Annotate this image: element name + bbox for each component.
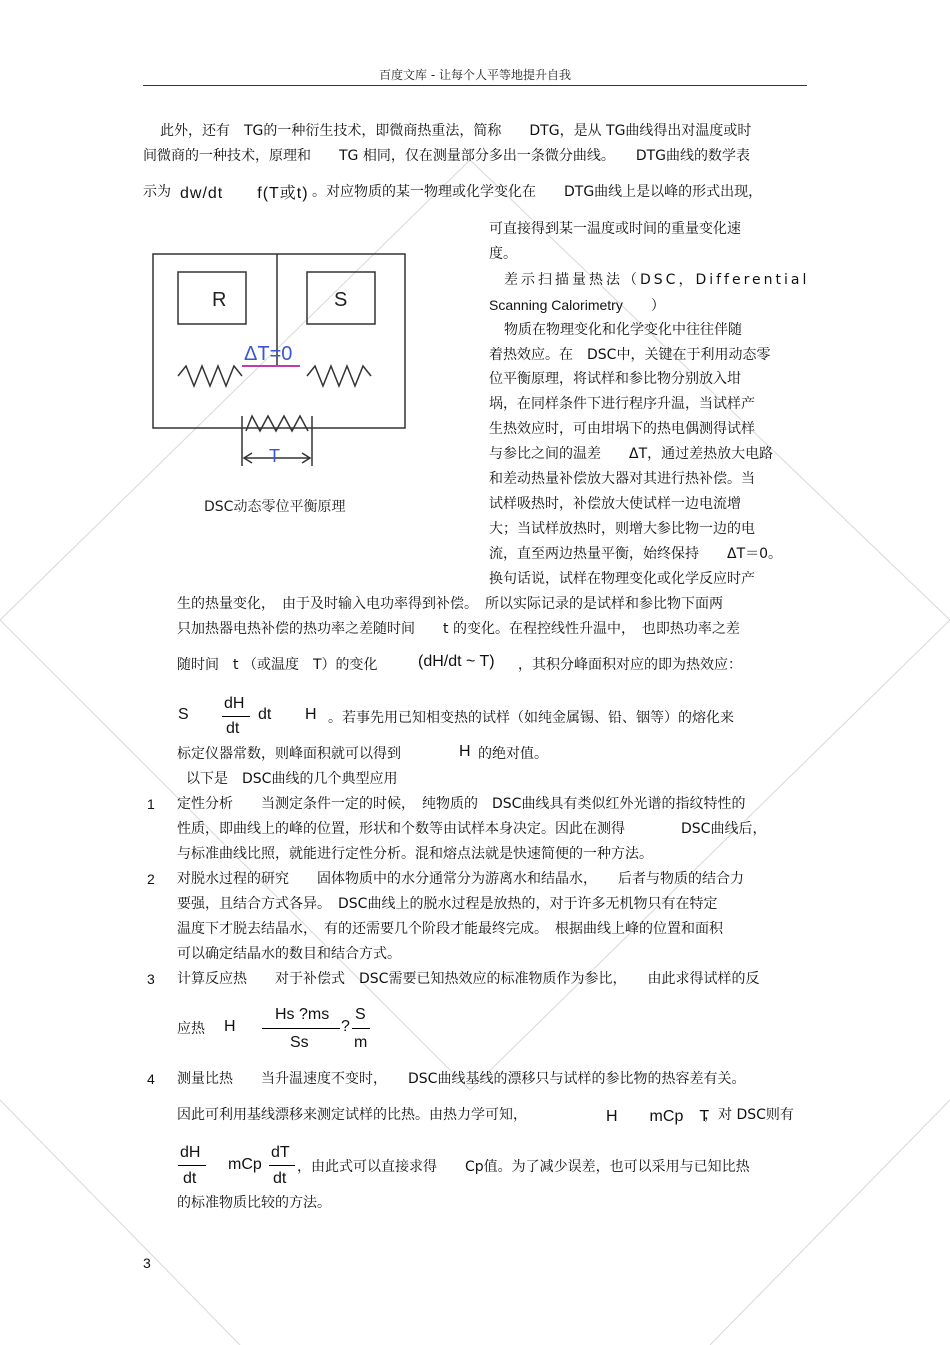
side-line-6: 着热效应。在 DSC中，关键在于利用动态零 bbox=[489, 347, 771, 363]
eq4-fraction-bar-2 bbox=[269, 1165, 295, 1166]
eq1-fraction-bar bbox=[222, 716, 250, 717]
intro-line-1: 此外，还有 TG的一种衍生技术，即微商热重法，简称 DTG，是从 TG曲线得出对温度或时 bbox=[160, 123, 752, 139]
side-line-3: 差示扫描量热法（DSC，Differential bbox=[504, 272, 810, 288]
side-line-4: Scanning Calorimetry ） bbox=[489, 297, 665, 313]
list-item-2-line-4: 可以确定结晶水的数目和结合方式。 bbox=[177, 946, 401, 962]
item4-line-1a: 因此可利用基线漂移来测定试样的比热。由热力学可知， bbox=[177, 1107, 527, 1123]
body-line-6: 以下是 DSC曲线的几个典型应用 bbox=[186, 771, 398, 787]
list-item-2-line-2: 要强，且结合方式各异。 DSC曲线上的脱水过程是放热的，对于许多无机物只有在特定 bbox=[177, 896, 718, 912]
side-line-10: 与参比之间的温差 ΔT，通过差热放大电路 bbox=[489, 446, 774, 462]
eq3-label: 应热 bbox=[177, 1021, 205, 1037]
box-r-label: R bbox=[212, 289, 227, 311]
dsc-diagram bbox=[122, 226, 472, 566]
side-line-2: 度。 bbox=[489, 246, 517, 262]
page-header: 百度文库 - 让每个人平等地提升自我 bbox=[379, 68, 571, 82]
list-item-3-line-1: 计算反应热 对于补偿式 DSC需要已知热效应的标准物质作为参比， 由此求得试样的反 bbox=[177, 971, 760, 987]
eq1-h: H bbox=[305, 706, 317, 723]
side-line-11: 和差动热量补偿放大器对其进行热补偿。当 bbox=[489, 471, 755, 487]
t-label: T bbox=[269, 446, 280, 466]
item4-line-1b: ，对 DSC则有 bbox=[704, 1107, 794, 1123]
eq1-denominator: dt bbox=[226, 720, 240, 737]
body-line-5h: H bbox=[459, 743, 471, 760]
body-line-4: 。若事先用已知相变热的试样（如纯金属锡、铅、铟等）的熔化来 bbox=[328, 710, 734, 726]
figure-caption: DSC动态零位平衡原理 bbox=[204, 499, 346, 515]
body-line-5b: 的绝对值。 bbox=[478, 746, 548, 762]
eq3-multiply: ? bbox=[341, 1018, 350, 1035]
box-s-label: S bbox=[334, 289, 348, 311]
eq3-denominator-2: m bbox=[354, 1034, 368, 1051]
body-line-1: 生的热量变化， 由于及时输入电功率得到补偿。 所以实际记录的是试样和参比物下面两 bbox=[177, 596, 723, 612]
eq4-mcp: mCp bbox=[228, 1156, 262, 1173]
intro-line-3a: 示为 bbox=[143, 184, 171, 200]
eq4-fraction-bar bbox=[178, 1165, 206, 1166]
eq4-denominator: dt bbox=[183, 1170, 197, 1187]
side-line-15: 换句话说，试样在物理变化或化学反应时产 bbox=[489, 571, 755, 587]
eq1-numerator: dH bbox=[224, 695, 245, 712]
eq4-numerator: dH bbox=[180, 1144, 201, 1161]
eq3-h: H bbox=[224, 1018, 236, 1035]
list-item-1-number: 1 bbox=[147, 796, 155, 812]
list-item-4-line-1: 测量比热 当升温速度不变时， DSC曲线基线的漂移只与试样的参比物的热容差有关。 bbox=[177, 1071, 746, 1087]
eq4-denominator-2: dt bbox=[273, 1170, 287, 1187]
side-line-8: 埚，在同样条件下进行程序升温，当试样产 bbox=[489, 396, 755, 412]
eq4-numerator-2: dT bbox=[271, 1144, 290, 1161]
eq3-fraction-bar bbox=[262, 1028, 340, 1029]
eq3-fraction-bar-2 bbox=[352, 1028, 370, 1029]
item4-line-3: 的标准物质比较的方法。 bbox=[177, 1195, 331, 1211]
page-number: 3 bbox=[143, 1255, 151, 1271]
eq1-dt: dt bbox=[258, 706, 272, 723]
body-line-3b: ，其积分峰面积对应的即为热效应： bbox=[518, 657, 742, 673]
header-rule bbox=[143, 85, 807, 86]
body-line-2: 只加热器电热补偿的热功率之差随时间 t 的变化。在程控线性升温中， 也即热功率之差 bbox=[177, 621, 740, 637]
side-line-12: 试样吸热时，补偿放大使试样一边电流增 bbox=[489, 496, 741, 512]
dsc-figure bbox=[122, 226, 472, 566]
item4-line-2b: ，由此式可以直接求得 Cp值。为了减少误差，也可以采用与已知比热 bbox=[297, 1159, 750, 1175]
side-line-13: 大；当试样放热时，则增大参比物一边的电 bbox=[489, 521, 755, 537]
eq1-s: S bbox=[178, 706, 189, 723]
item4-equation-h: H mCp T bbox=[606, 1108, 710, 1125]
side-line-9: 生热效应时，可由坩埚下的热电偶测得试样 bbox=[489, 421, 755, 437]
list-item-3-number: 3 bbox=[147, 971, 155, 987]
eq3-denominator: Ss bbox=[290, 1034, 309, 1051]
delta-t-label: ΔT=0 bbox=[244, 343, 293, 365]
intro-equation: dw/dt f(T或t) bbox=[180, 185, 309, 202]
list-item-1-line-1: 定性分析 当测定条件一定的时候， 纯物质的 DSC曲线具有类似红外光谱的指纹特性的 bbox=[177, 796, 746, 812]
side-line-1: 可直接得到某一温度或时间的重量变化速 bbox=[489, 221, 741, 237]
eq3-numerator: Hs ?ms bbox=[275, 1006, 330, 1023]
side-line-14: 流，直至两边热量平衡，始终保持 ΔT＝0。 bbox=[489, 546, 783, 562]
body-line-5a: 标定仪器常数，则峰面积就可以得到 bbox=[177, 746, 401, 762]
intro-line-2: 间微商的一种技术，原理和 TG 相同，仅在测量部分多出一条微分曲线。 DTG曲线的数学表 bbox=[143, 148, 751, 164]
eq3-numerator-2: S bbox=[355, 1006, 366, 1023]
list-item-2-line-1: 对脱水过程的研究 固体物质中的水分通常分为游离水和结晶水， 后者与物质的结合力 bbox=[177, 871, 744, 887]
list-item-4-number: 4 bbox=[147, 1071, 155, 1087]
body-line-3a: 随时间 t （或温度 T）的变化 bbox=[177, 657, 378, 673]
body-equation-dhdt: (dH/dt ~ T) bbox=[418, 653, 495, 670]
side-line-7: 位平衡原理，将试样和参比物分别放入坩 bbox=[489, 371, 741, 387]
side-line-5: 物质在物理变化和化学变化中往往伴随 bbox=[504, 322, 742, 338]
list-item-1-line-3: 与标准曲线比照，就能进行定性分析。混和熔点法就是快速简便的一种方法。 bbox=[177, 846, 653, 862]
intro-line-3b: 。对应物质的某一物理或化学变化在 DTG曲线上是以峰的形式出现， bbox=[312, 184, 763, 200]
list-item-2-line-3: 温度下才脱去结晶水， 有的还需要几个阶段才能最终完成。 根据曲线上峰的位置和面积 bbox=[177, 921, 723, 937]
list-item-2-number: 2 bbox=[147, 871, 155, 887]
list-item-1-line-2: 性质，即曲线上的峰的位置，形状和个数等由试样本身决定。因此在测得 DSC曲线后， bbox=[177, 821, 767, 837]
